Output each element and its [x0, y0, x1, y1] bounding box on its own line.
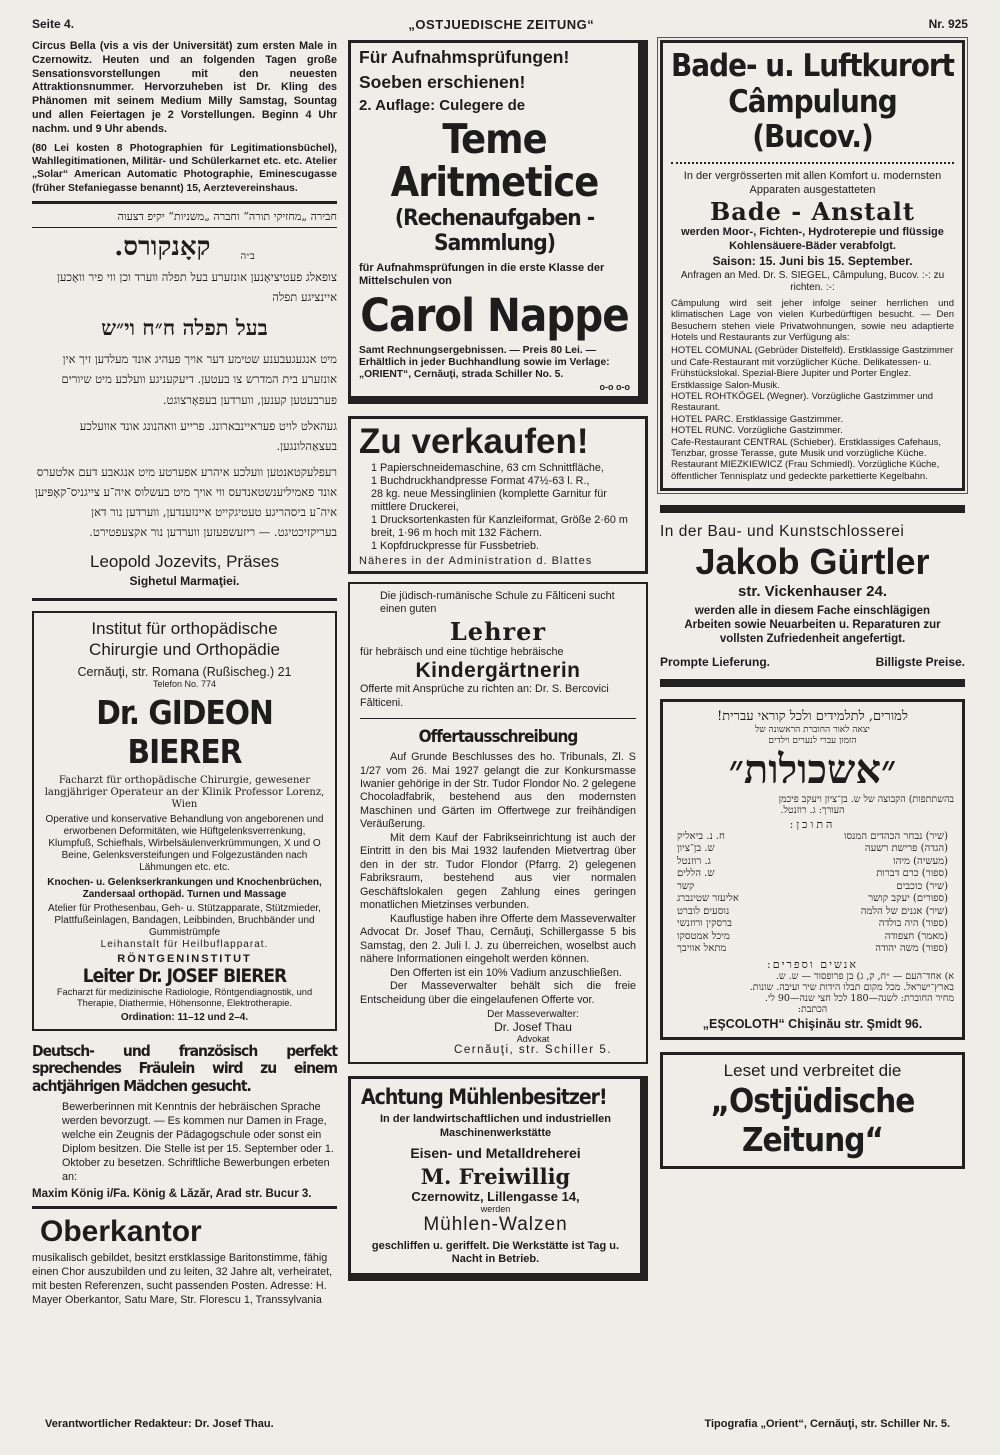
divider: [660, 679, 965, 687]
oberkantor-ad: [32, 1215, 337, 1307]
eshcoloth-tochen: התוכן:: [789, 817, 836, 831]
offert-p1: Auf Grunde Beschlusses des ho. Tribunals, Zl. S 1/27 vom 26. Mai 1927 gelangt die zur Konkursmasse Iwanier gehörige in der Str. Tudor Flondor No. 2 gelegene Chocoladfabrik, bestehend aus den modernsten Maschinen und Gärten im Offertwege zur freihändigen Veräußerung.: [360, 751, 636, 831]
bh-mark: ב״ה: [240, 251, 255, 263]
contents-row: [677, 893, 948, 906]
offert-p2: Mit dem Kauf der Fabrikseinrichtung ist auch der Eintritt in den bis Mai 1932 laufenden Mietvertrag über den in der str. Tudor Flondor (Pfarrg. 2) gelegenen Fabriksraum, bestehend aus vier normalen Geschäftslokalen gegen Zahlung eines geringen monatlichen Mietzinses verbunden.: [360, 831, 636, 912]
leset-line1: Leset und verbreitet die: [723, 1060, 902, 1080]
leset-ad: [660, 1052, 965, 1169]
concours-subtitle: בעל תפלה ח״ח וי״ש: [101, 315, 268, 341]
verkaufen-footer: Näheres in der Administration d. Blattes: [359, 554, 593, 567]
offert-sig3: Advokat: [516, 1034, 550, 1045]
issue-number: Nr. 925: [928, 17, 968, 31]
divider: [671, 162, 954, 164]
lehrer-intro: Die jüdisch-rumänische Schule zu Fălticeni sucht einen guten: [380, 589, 615, 616]
guertler-left: Prompte Lieferung.: [660, 654, 771, 669]
contents-author: מתאל אוויבך: [677, 943, 727, 955]
muehlen-werden: werden: [480, 1203, 511, 1214]
contents-author: אליעזר שטינברג: [677, 893, 739, 905]
bade-desc: Câmpulung wird seit jeher infolge seiner herrlichen und klimatischen Lage von vielen Kurbedürftigen besucht. — Den Besuchern stehen viele Privatwohnungen, sowie neu adaptierte Hotels und Restaurants zur Verfügung als:: [671, 297, 954, 344]
eshcoloth-address-label: הכתבת:: [797, 1003, 828, 1015]
oberkantor-text: musikalisch gebildet, besitzt erstklassige Baritonstimme, fähig einen Chor auszubilden und zu leiten, 32 Jahre alt, verheiratet, mit besten Referenzen, sucht passenden Posten. Adresse: H. Mayer Oberkantor, Satu Mare, Str. Florescu 1, Transsylvania: [32, 1252, 333, 1307]
guertler-ad: [660, 523, 965, 669]
hebrew-concours-title-row: [32, 232, 337, 262]
eshcoloth-address: „EŞCOLOTH“ Chişinău str. Şmidt 96.: [702, 1016, 923, 1031]
guertler-name: Jakob Gürtler: [695, 541, 930, 583]
fraeulein-contact: Maxim König i/Fa. König & Lăzăr, Arad str. Bucur 3.: [32, 1188, 312, 1201]
contents-row: [677, 868, 948, 881]
fraeulein-text: Bewerberinnen mit Kenntnis der hebräischen Sprache werden bevorzugt. — Es kommen nur Damen in Frage, welche ein Zeugnis der Pädagogschule oder sonst ein Diplom besitzen. Die Stelle ist per 15. September oder 1. Oktober zu besetzen. Schriftliche Bewerbungen erbeten an:: [62, 1100, 334, 1184]
contents-author: ברסקין ורוזנשי: [677, 918, 732, 930]
eshcoloth-anashim: אנשים וספרים:: [767, 957, 858, 971]
eshcoloth-line4: בהשתתפות) הקבוצה של ש. בן־ציון ויעקב פיכמן: [778, 793, 954, 805]
muehlen-title: Achtung Mühlenbesitzer!: [361, 1085, 607, 1110]
contents-row: [677, 831, 948, 844]
photo-ad: (80 Lei kosten 8 Photographien für Legitimationsbüchel), Wahllegitimationen, Militär- und Schülerkarnet etc. etc. Atelier „Solar“ American Automatic Photographie, Eminescugasse (früher Stefaniegasse benannt) 15, Aerztevereinshaus.: [32, 142, 337, 194]
contents-title: (ספור) היה בולדה: [878, 918, 948, 930]
contents-author: קשר: [677, 880, 695, 892]
divider: [32, 201, 337, 204]
contents-row: [677, 918, 948, 931]
contents-author: ח. נ. ביאליק: [677, 830, 725, 842]
institut-desc: Facharzt für orthopädische Chirurgie, gewesener langjähriger Operateur an der Klinik Professor Lorenz, Wien: [44, 775, 325, 811]
verkaufen-item: 1 Kopfdruckpresse für Fussbetrieb.: [371, 539, 540, 552]
contents-title: (ספורים) יעקב קושר: [868, 893, 948, 905]
verkaufen-title: Zu verkaufen!: [359, 422, 589, 462]
muehlen-address: Czernowitz, Lillengasse 14,: [411, 1188, 580, 1204]
divider: [360, 718, 636, 719]
column-right: [660, 40, 965, 1169]
contents-author: ש. הללים: [677, 868, 715, 880]
contents-title: (מאמר) חצפודה: [884, 930, 948, 942]
muehlen-line1: In der landwirtschaftlichen und industriellen Maschinenwerkstätte: [379, 1113, 612, 1139]
eshcoloth-ad: [660, 699, 965, 1040]
page-number: Seite 4.: [32, 17, 75, 31]
muehlen-name: M. Freiwillig: [420, 1163, 571, 1189]
lehrer-title: Lehrer: [449, 616, 547, 646]
offert-sig2: Dr. Josef Thau: [494, 1020, 572, 1035]
bade-hotel: HOTEL ROHTKÖGEL (Wegner). Vorzügliche Gastzimmer und Restaurant.: [671, 391, 934, 414]
column-left: [32, 40, 337, 1307]
concours-title: קאָנקורס.: [114, 232, 211, 263]
aufnahme-line3: 2. Auflage: Culegere de: [359, 97, 526, 114]
contents-row: [677, 931, 948, 944]
bade-anstalt: Bade - Anstalt: [710, 197, 915, 227]
divider: [32, 1206, 337, 1209]
concours-place: Sighetul Marmaţiei.: [129, 574, 240, 589]
eshcoloth-title: ״אשכולות״: [728, 745, 897, 793]
page-footer: [45, 1418, 950, 1438]
bade-title-1: Bade- u. Luftkurort: [671, 48, 954, 84]
institut-title-1: Institut für orthopädische: [91, 619, 278, 639]
concours-p3: געהאלט לויט פעראיינבארונג. פרייע וואהנונג אונד אוועלכע בעצאַהלונגען.: [79, 418, 337, 453]
newspaper-title: „OSTJUEDISCHE ZEITUNG“: [408, 16, 595, 32]
contents-author: נוסעים לוברט: [677, 905, 730, 917]
verkaufen-item: 28 kg. neue Messinglinien (komplette Garnitur für mittlere Druckerei,: [371, 487, 607, 513]
offert-p3: Kauflustige haben ihre Offerte dem Masseverwalter Advocat Dr. Josef Thau, Cernăuţi, Schillergasse 5 bis Samstag, den 2. Juli l. J. zu überreichen, woselbst auch nähere Informationen eingeholt werden können.: [360, 912, 636, 966]
aufnahme-line2: Soeben erschienen!: [359, 72, 526, 92]
muehlen-line2: Eisen- und Metalldreherei: [410, 1144, 581, 1161]
institut-leiter-desc: Facharzt für medizinische Radiologie, Röntgendiagnostik, und Therapie, Diathermie, Höhensonne, Elektrotherapie.: [56, 987, 313, 1009]
aufnahme-ornament: o-o o-o: [599, 381, 630, 392]
verkaufen-item: 1 Buchdruckhandpresse Format 47½-63 l. R.,: [371, 474, 590, 487]
contents-row: [677, 906, 948, 919]
contents-title: (מעשיה) מיהו: [893, 855, 948, 867]
eshcoloth-contents: [671, 831, 954, 956]
column-middle: [348, 40, 648, 1281]
aufnahme-line1: Für Aufnahmsprüfungen!: [359, 47, 570, 67]
divider: [32, 598, 337, 601]
eshcoloth-people: א) אחד־העם — ״ח, ק, ג) בן פרופסור — ש. ש.: [775, 970, 954, 982]
page-header: [32, 14, 968, 34]
bade-hotel: Cafe-Restaurant CENTRAL (Schieber). Erstklassiges Cafehaus, Tenzbar, grosse Terasse, gute Musik und vorzügliche Küche.: [671, 436, 941, 459]
contents-row: [677, 856, 948, 869]
concours-p1: צופאלג פעטיציאָנען אונזערע בעל תפלה ווערד וכן ווי פיר וואָכען איינציגע תפלה: [56, 270, 337, 304]
institut-hours: Ordination: 11–12 und 2–4.: [120, 1011, 249, 1023]
institut-ad: [32, 611, 337, 1030]
bade-ad: [660, 40, 965, 491]
hebrew-announcement-header: חבירה „מחזיקי תורה“ וחברה „משניות“ יקיפ דצעוה: [117, 210, 337, 224]
oberkantor-title: Oberkantor: [40, 1215, 202, 1249]
lehrer-ad: [348, 582, 648, 1065]
fraeulein-headline: Deutsch- und französisch perfekt sprechendes Fräulein wird zu einem achtjährigen Mädchen gesucht.: [32, 1041, 337, 1096]
contents-title: (ספור) משה יהודה: [875, 943, 948, 955]
institut-atelier: Atelier für Prothesenbau, Geh- u. Stützapparate, Stützmieder, Plattfußeinlagen, Bandagen, Leibbinden, Bruchbänder und Gummistrümpfe: [48, 903, 321, 939]
contents-title: (שיר) כוכבים: [896, 880, 948, 892]
offert-p4: Den Offerten ist ein 10% Vadium anzuschließen.: [390, 966, 622, 979]
eshcoloth-line2: יצאה לאור החוברת הראשונה של: [755, 724, 870, 735]
eshcoloth-line5: העורך: ג. רוזנטל.: [780, 804, 845, 816]
fraeulein-ad: [32, 1043, 337, 1201]
institut-doctor: Dr. GIDEON BIERER: [96, 693, 273, 772]
footer-printer: Tipografia „Orient“, Cernăuţi, str. Schiller Nr. 5.: [704, 1418, 950, 1430]
eshcoloth-line3: הזמון עברי לנערים וילדים: [768, 735, 857, 746]
institut-phone: Telefon No. 774: [152, 679, 217, 690]
verkaufen-items: [359, 462, 637, 553]
contents-title: (ספור) כרם דברות: [876, 868, 948, 880]
aufnahme-ad: [348, 40, 648, 404]
contents-row: [677, 843, 948, 856]
institut-roentgen: RÖNTGENINSTITUT: [117, 953, 252, 966]
divider: [32, 227, 337, 228]
muehlen-ad: [348, 1076, 648, 1281]
aufnahme-line4: für Aufnahmsprüfungen in die erste Klasse der Mittelschulen von: [359, 261, 605, 288]
eshcoloth-more: בארץ־ישראל. מכל מקום תבלו הידות שיר ועיבה. שונות.: [749, 981, 954, 993]
circus-ad: Circus Bella (vis a vis der Universität) zum ersten Male in Czernowitz. Heuten und an folgenden Tagen große Sensationsvorstellungen mit den neuesten Attraktionsnummer. Hervorzuheben ist Dr. Kling des Phänomen mit seinem Medium Milly Samstag, Sountag und allen Feiertagen je 2 Vorstellungen. Beginn 4 Uhr nachm. und 9 Uhr abends.: [32, 40, 337, 135]
lehrer-title2: Kindergärtnerin: [415, 659, 581, 683]
bade-anfragen: Anfragen an Med. Dr. S. SIEGEL, Câmpulung, Bucov. :-: zu richten. :-:: [680, 269, 945, 293]
muehlen-walzen: Mühlen-Walzen: [423, 1213, 568, 1235]
concours-p2: מיט אנגעגעבענע שטימע דער אויך פעהיג אונד מעלדען זיך אין אונזערע בית המדרש צו בעטען. דיעקעניגע וועלכע מיט שיורים פערבעטען קענען, ווערדען בעפאָרצוגט.: [61, 352, 337, 407]
eshcoloth-line1: למורים, לתלמידים ולכל קוראי עברית!: [717, 708, 908, 724]
concours-signature: Leopold Jozevits, Präses: [90, 552, 279, 572]
bade-hotel: HOTEL PARC. Erstklassige Gastzimmer.: [671, 413, 844, 425]
bade-title-2: Câmpulung (Bucov.): [728, 83, 897, 156]
guertler-right: Billigste Preise.: [875, 654, 965, 669]
contents-title: (שיר) נבחר הכהדים המנסו: [843, 830, 948, 842]
verkaufen-ad: [348, 416, 648, 573]
bade-baeder: werden Moor-, Fichten-, Hydroterepie und flüssige Kohlensäuere-Bäder verabfolgt.: [681, 226, 944, 253]
guertler-address: str. Vickenhauser 24.: [738, 582, 887, 600]
institut-heil: Leihanstalt für Heilbuflapparat.: [100, 939, 269, 951]
lehrer-mid: für hebräisch und eine tüchtige hebräische: [360, 645, 564, 658]
divider: [660, 505, 965, 513]
institut-knochen: Knochen- u. Gelenkserkrankungen und Knochenbrüchen, Zandersaal orthopäd. Turnen und Massage: [47, 877, 322, 901]
guertler-intro: In der Bau- und Kunstschlosserei: [660, 523, 905, 541]
bade-hotel: HOTEL COMUNAL (Gebrüder Distelfeld). Erstklassige Gastzimmer und Cafe-Restaurant mit vorzüglicher Küche. Delikatessen- u. Frühstückslokal. Spezial-Biere Jupiter und Porter Englez. Erstklassige Salon-Musik.: [671, 345, 954, 391]
eshcoloth-price: מחיר החוברת: לשנה—180 לכל חצי שנה—90 לי.: [764, 992, 954, 1004]
contents-author: מיכל אמטסקו: [677, 930, 730, 942]
contents-title: (הגדה) פרישת רשעה: [864, 843, 948, 855]
aufnahme-footer: Samt Rechnungsergebnissen. — Preis 80 Lei. — Erhältlich in jeder Buchhandlung sowie im Verlage: „ORIENT“, Cernăuţi, strada Schiller No. 5.: [359, 344, 610, 381]
offert-sig1: Der Masseverwalter:: [487, 1009, 579, 1021]
institut-title-2: Chirurgie und Orthopädie: [89, 639, 280, 659]
contents-title: (שיר) אגנים של הלמה: [860, 905, 948, 917]
bade-hotel: HOTEL RUNC. Vorzügliche Gastzimmer.: [671, 425, 843, 437]
bade-saison: Saison: 15. Juni bis 15. September.: [712, 253, 913, 268]
contents-row: [677, 943, 948, 956]
bade-intro: In der vergrösserten mit allen Komfort u. modernsten Apparaten ausgestatteten: [683, 169, 942, 196]
contents-author: ג. רוזנטל: [677, 855, 711, 867]
verkaufen-item: 1 Papierschneidemaschine, 63 cm Schnittfläche,: [371, 461, 604, 474]
guertler-text: werden alle in diesem Fache einschlägigen Arbeiten sowie Neuarbeiten u. Reparaturen zur vollsten Zufriedenheit angefertigt.: [684, 604, 941, 646]
aufnahme-subtitle: (Rechenaufgaben - Sammlung): [394, 205, 595, 256]
leset-title: „Ostjüdische Zeitung“: [710, 1080, 915, 1160]
offert-p5: Der Masseverwalter behält sich die freie Entscheidung über die eingelaufenen Offerte vor.: [360, 980, 636, 1006]
institut-leiter: Leiter Dr. JOSEF BIERER: [82, 965, 287, 988]
aufnahme-title: Teme Aritmetice: [390, 115, 599, 207]
offert-sig4: Cernăuţi, str. Schiller 5.: [454, 1044, 612, 1057]
contents-author: ש. בן־ציון: [677, 843, 715, 855]
guertler-footer-row: [660, 655, 965, 669]
bade-hotel: Restaurant MIEZKIEWICZ (Frau Schmiedl). Vorzügliche Küche, öffentlicher Tennisplatz und gedeckte parkettierte Kegelbahn.: [671, 459, 940, 482]
offert-title: Offertausschreibung: [418, 727, 578, 748]
concours-p4: רעפלעקטאנטען וועלכע איהרע אפערטע מיט אנגאבע דעם אלטערס אונד פאמיליענשטאנדעס ווי אויך מיט בעשלוס איה־ע צייגניס־קאָפּיען איה־ע ביסהריגע טעטיגקייט איינזענדען, ווערדען נור דאן בעריקזיכטיגט. — ריזעשפעזען ווערדען נור אקצעפטירט.: [34, 464, 337, 540]
institut-operativ: Operative und konservative Behandlung von angeborenen und erworbenen Deformitäten, wie Hüftgelenksverrenkung, Klumpfuß, Schiefhals, Wirbelsäulenverkrümmungen, X und O Beine, Gelenksversteifungen und Folgezuständen nach Lähmungen etc. etc.: [45, 814, 324, 874]
verkaufen-item: 1 Drucksortenkasten für Kanzleiformat, Größe 2·60 m breit, 1·96 m hoch mit 132 Fächern.: [371, 513, 628, 539]
footer-editor: Verantwortlicher Redakteur: Dr. Josef Thau.: [45, 1418, 274, 1430]
institut-address: Cernăuţi, str. Romana (Rußischeg.) 21: [77, 665, 292, 680]
contents-row: [677, 881, 948, 894]
lehrer-footer: Offerte mit Ansprüche zu richten an: Dr. S. Bercovici Fălticeni.: [360, 683, 609, 709]
muehlen-footer: geschliffen u. geriffelt. Die Werkstätte ist Tag u. Nacht in Betrieb.: [371, 1239, 620, 1266]
aufnahme-author: Carol Nappe: [360, 289, 629, 343]
